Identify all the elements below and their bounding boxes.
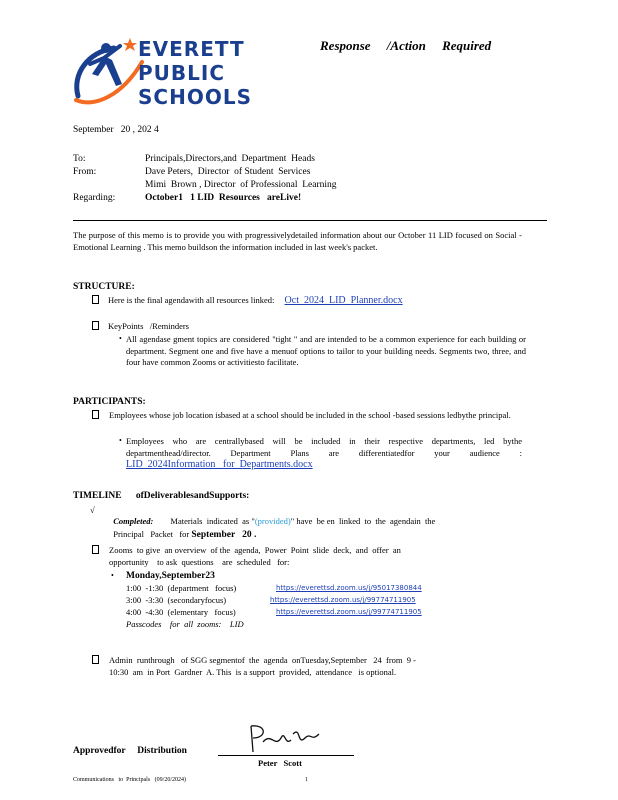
- from-label: From:: [73, 167, 97, 177]
- session-time-1: 1:00 -1:30 (department focus): [126, 583, 237, 593]
- logo-line-2: PUBLIC: [138, 61, 226, 85]
- session-time-2: 3:00 -3:30 (secondaryfocus): [126, 595, 227, 605]
- checkbox-icon: [92, 410, 108, 421]
- swoosh-figure-icon: [70, 34, 145, 114]
- signer-name: Peter Scott: [258, 758, 302, 768]
- regarding-value: October1 1 LID Resources areLive!: [145, 193, 302, 203]
- provided-label: (provided): [254, 516, 291, 526]
- session-day: Monday,September23: [126, 571, 215, 581]
- participants-heading: PARTICIPANTS:: [73, 397, 146, 407]
- structure-item-2: KeyPoints /Reminders: [92, 321, 189, 332]
- header-divider: [73, 220, 547, 221]
- signature-line: [218, 755, 354, 756]
- signature: [245, 722, 325, 754]
- page-number: 1: [305, 777, 308, 783]
- bullet-icon: •: [111, 571, 114, 580]
- participants-bullet: Employees who are centrallybased will be included in their respective departments, led bythe departmenthead/director. Department Plans are differentiatedfor your audience : LID 2024Information for Departments.docx: [126, 436, 522, 470]
- passcodes-line: Passcodes for all zooms: LID: [126, 619, 244, 629]
- check-icon: √: [90, 505, 95, 515]
- session-time-3: 4:00 -4:30 (elementary focus): [126, 607, 236, 617]
- structure-heading: STRUCTURE:: [73, 282, 135, 292]
- zooms-line-2: opportunity to ask questions are scheduled for:: [109, 557, 290, 567]
- checkbox-icon: [92, 321, 99, 330]
- checkbox-icon: [92, 295, 99, 304]
- checkbox-icon: [92, 655, 108, 666]
- from-value-1: Dave Peters, Director of Student Services: [145, 167, 311, 177]
- completed-line-1: Completed: Materials indicated as "(provided)" have be en linked to the agendain the: [113, 516, 436, 526]
- from-value-2: Mimi Brown , Director of Professional Learning: [145, 180, 337, 190]
- approved-label: Approvedfor Distribution: [73, 746, 187, 756]
- departments-link[interactable]: LID 2024Information for Departments.docx: [126, 459, 313, 470]
- checkbox-icon: [92, 545, 108, 556]
- regarding-label: Regarding:: [73, 193, 116, 203]
- footer-text: Communications to Principals (09/20/2024): [73, 777, 186, 783]
- bullet-icon: •: [119, 334, 122, 343]
- structure-bullet: All agendase gment topics are considered "tight " and are intended to be a common experience for each building or department. Segment one and five have a menuof options to tailor to your building needs. Segments two, three, and four have common Zooms or activitiesto facilitate.: [126, 334, 526, 367]
- zooms-line-1: Zooms to give an overview of the agenda, Power Point slide deck, and offer an: [109, 545, 401, 555]
- to-label: To:: [73, 154, 86, 164]
- session-link-1[interactable]: https://everettsd.zoom.us/j/95017380844: [276, 584, 422, 592]
- to-value: Principals,Directors,and Department Heads: [145, 154, 315, 164]
- session-link-2[interactable]: https://everettsd.zoom.us/j/99774711905: [270, 596, 416, 604]
- admin-line-2: 10:30 am in Port Gardner A. This is a support provided, attendance is optional.: [109, 667, 397, 677]
- intro-paragraph: The purpose of this memo is to provide you with progressivelydetailed information about our October 11 LID focused on Social -Emotional Learning . This memo buildson the information included in last week's packet.: [73, 230, 522, 252]
- memo-date: September 20 , 202 4: [73, 125, 159, 135]
- header-title: Response /Action Required: [320, 38, 492, 53]
- structure-item-1: Here is the final agendawith all resources linked: Oct 2024 LID Planner.docx: [92, 295, 403, 306]
- planner-link[interactable]: Oct 2024 LID Planner.docx: [284, 295, 403, 306]
- logo-line-1: EVERETT: [138, 37, 245, 61]
- admin-line-1: Admin runthrough of SGG segmentof the agenda onTuesday,September 24 from 9 -: [109, 655, 416, 665]
- bullet-icon: •: [119, 436, 122, 445]
- participants-item-1: Employees whose job location isbased at a school should be included in the school -based sessions ledbythe principal.: [109, 410, 511, 420]
- district-logo: [70, 34, 255, 114]
- session-link-3[interactable]: https://everettsd.zoom.us/j/99774711905: [276, 608, 422, 616]
- logo-line-3: SCHOOLS: [138, 85, 252, 109]
- timeline-heading: TIMELINE ofDeliverablesandSupports:: [73, 491, 250, 501]
- completed-line-2: Principal Packet for September 20 .: [113, 529, 257, 540]
